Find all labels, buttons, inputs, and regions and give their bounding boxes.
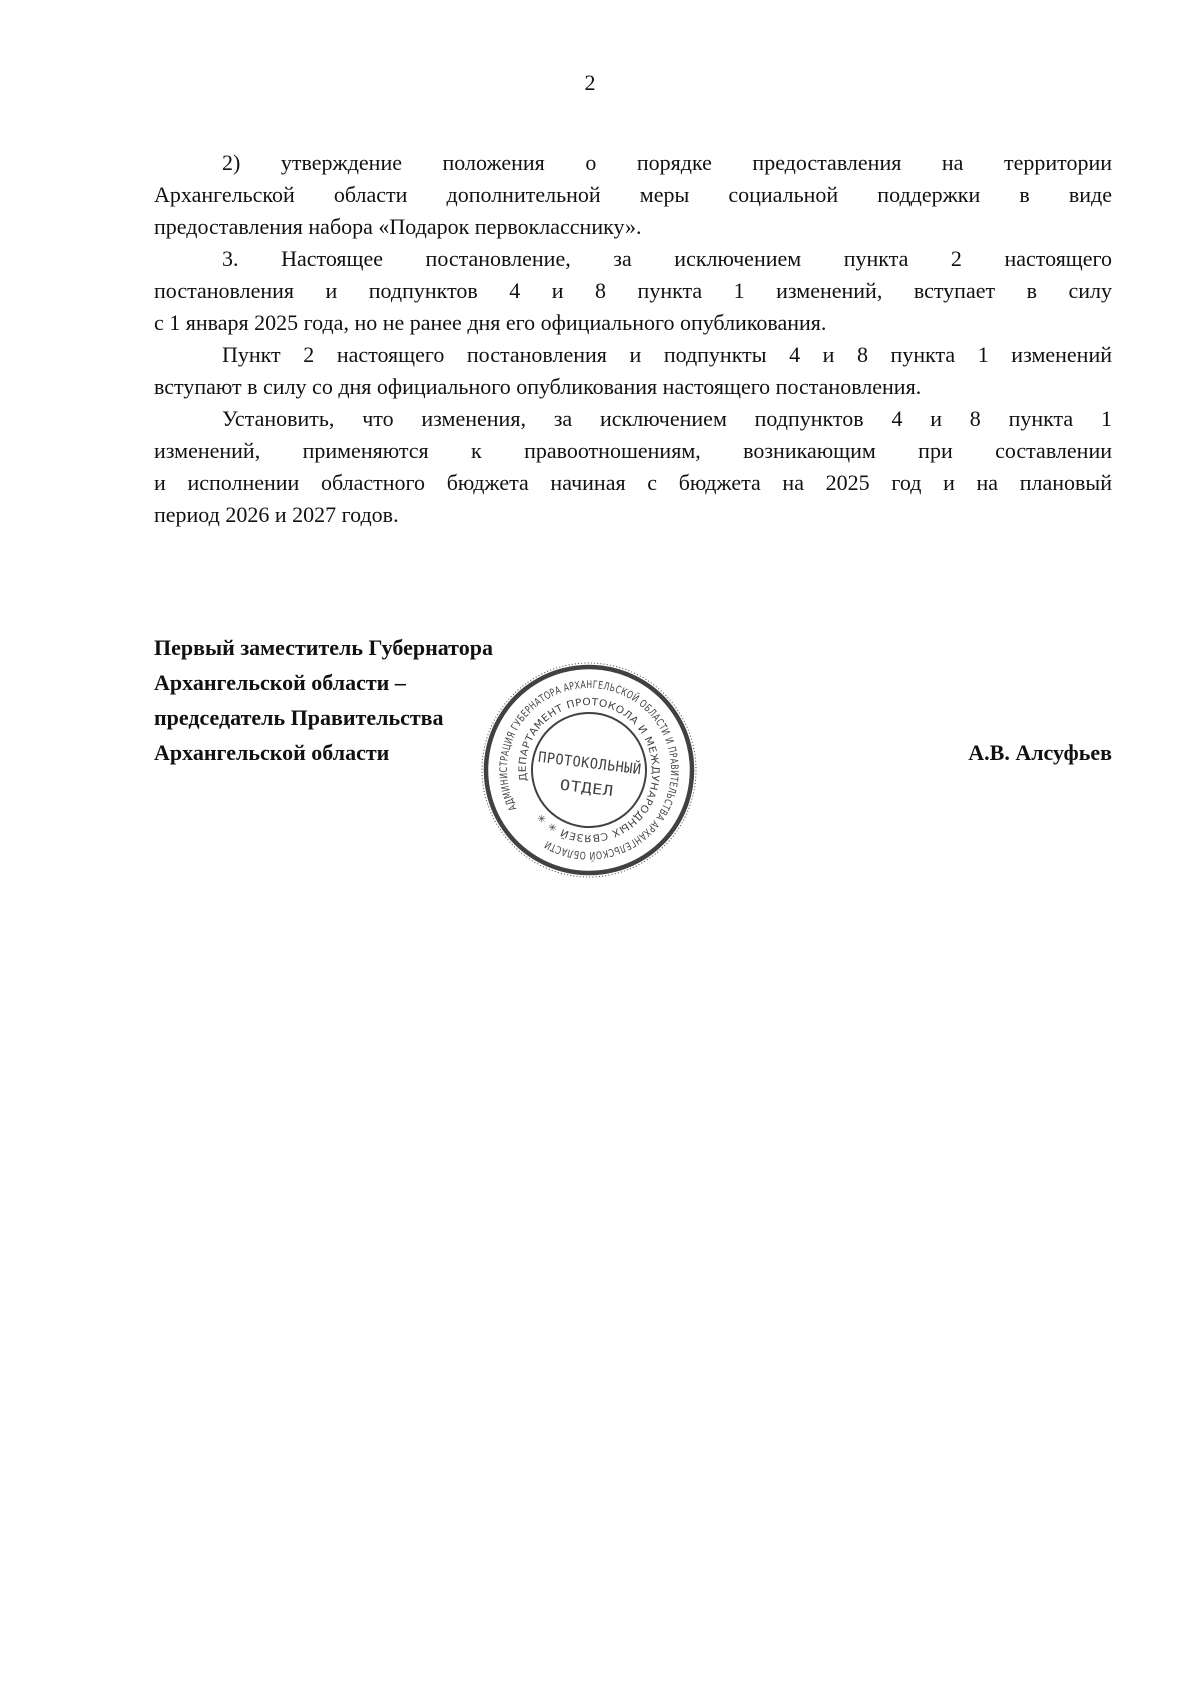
body-text-line: 2) утверждение положения о порядке предоставления на территории [222,150,1112,175]
body-text-line: Архангельской области дополнительной меры социальной поддержки в виде [154,182,1112,207]
body-text-line: и исполнении областного бюджета начиная с бюджета на 2025 год и на плановый [154,470,1112,495]
stamp-inner-ring-text: ДЕПАРТАМЕНТ ПРОТОКОЛА И МЕЖДУНАРОДНЫХ СВЯЗЕЙ ✳ ✳ [517,697,661,843]
stamp-outer-ring-text: АДМИНИСТРАЦИЯ ГУБЕРНАТОРА АРХАНГЕЛЬСКОЙ ОБЛАСТИ И ПРАВИТЕЛЬСТВА АРХАНГЕЛЬСКОЙ ОБЛАСТИ [497,678,681,862]
body-text-line: Пункт 2 настоящего постановления и подпункты 4 и 8 пункта 1 изменений [222,342,1112,367]
body-text-line: с 1 января 2025 года, но не ранее дня его официального опубликования. [154,310,827,335]
stamp-center-line1: ПРОТОКОЛЬНЫЙ [537,749,650,780]
signature-position-line: председатель Правительства [154,705,444,730]
body-text-line: 3. Настоящее постановление, за исключением пункта 2 настоящего [222,246,1112,271]
body-text-line: постановления и подпунктов 4 и 8 пункта 1 изменений, вступает в силу [154,278,1112,303]
body-text-line: Установить, что изменения, за исключением подпунктов 4 и 8 пункта 1 [222,406,1112,431]
signature-position-line: Архангельской области [154,740,390,765]
body-text-line: предоставления набора «Подарок первокласснику». [154,214,642,239]
body-text-line: вступают в силу со дня официального опубликования настоящего постановления. [154,374,922,399]
body-text-line: изменений, применяются к правоотношениям, возникающим при составлении [154,438,1112,463]
signature-position-line: Первый заместитель Губернатора [154,635,493,660]
body-paragraphs [154,147,1112,531]
signatory-name: А.В. Алсуфьев [968,740,1112,765]
page-number: 2 [584,70,596,95]
signature-position-line: Архангельской области – [154,670,406,695]
body-text-line: период 2026 и 2027 годов. [154,502,399,527]
stamp-center-line2: ОТДЕЛ [558,777,607,800]
